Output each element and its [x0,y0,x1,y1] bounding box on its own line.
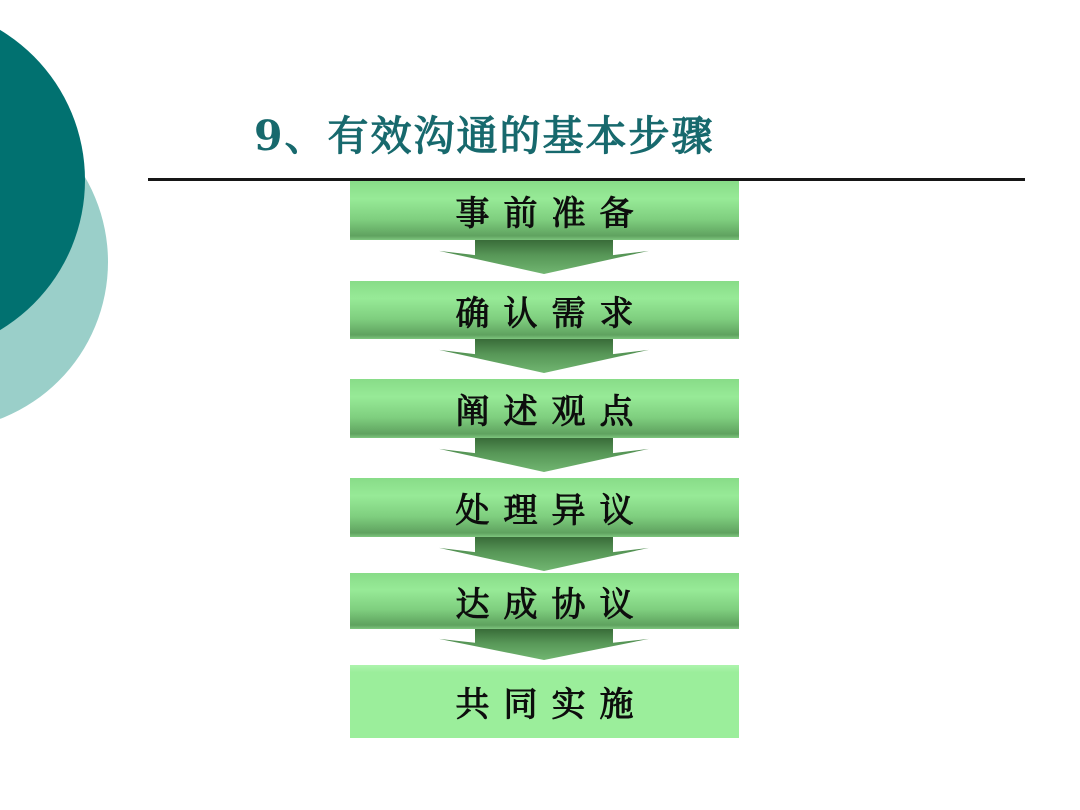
flow-step-4-label: 处理异议 [455,491,648,531]
down-arrow-icon-4 [439,537,649,571]
flow-step-2 [350,281,739,339]
flow-step-3-label: 阐述观点 [455,392,648,432]
flow-step-6-label: 共同实施 [455,685,648,725]
down-arrow-icon-5 [439,629,649,660]
flow-step-2-label: 确认需求 [455,293,648,334]
flow-step-5 [350,573,739,629]
down-arrow-icon-1 [439,240,649,274]
down-arrow-icon-3 [439,438,649,472]
flow-step-6 [350,665,739,738]
flow-step-5-label: 达成协议 [455,584,648,625]
flow-step-4 [350,478,739,537]
flow-step-1 [350,181,739,240]
flow-step-3 [350,379,739,438]
slide-title: 9、有效沟通的基本步骤 [254,112,715,160]
flow-step-1-label: 事前准备 [455,194,648,234]
down-arrow-icon-2 [439,339,649,373]
